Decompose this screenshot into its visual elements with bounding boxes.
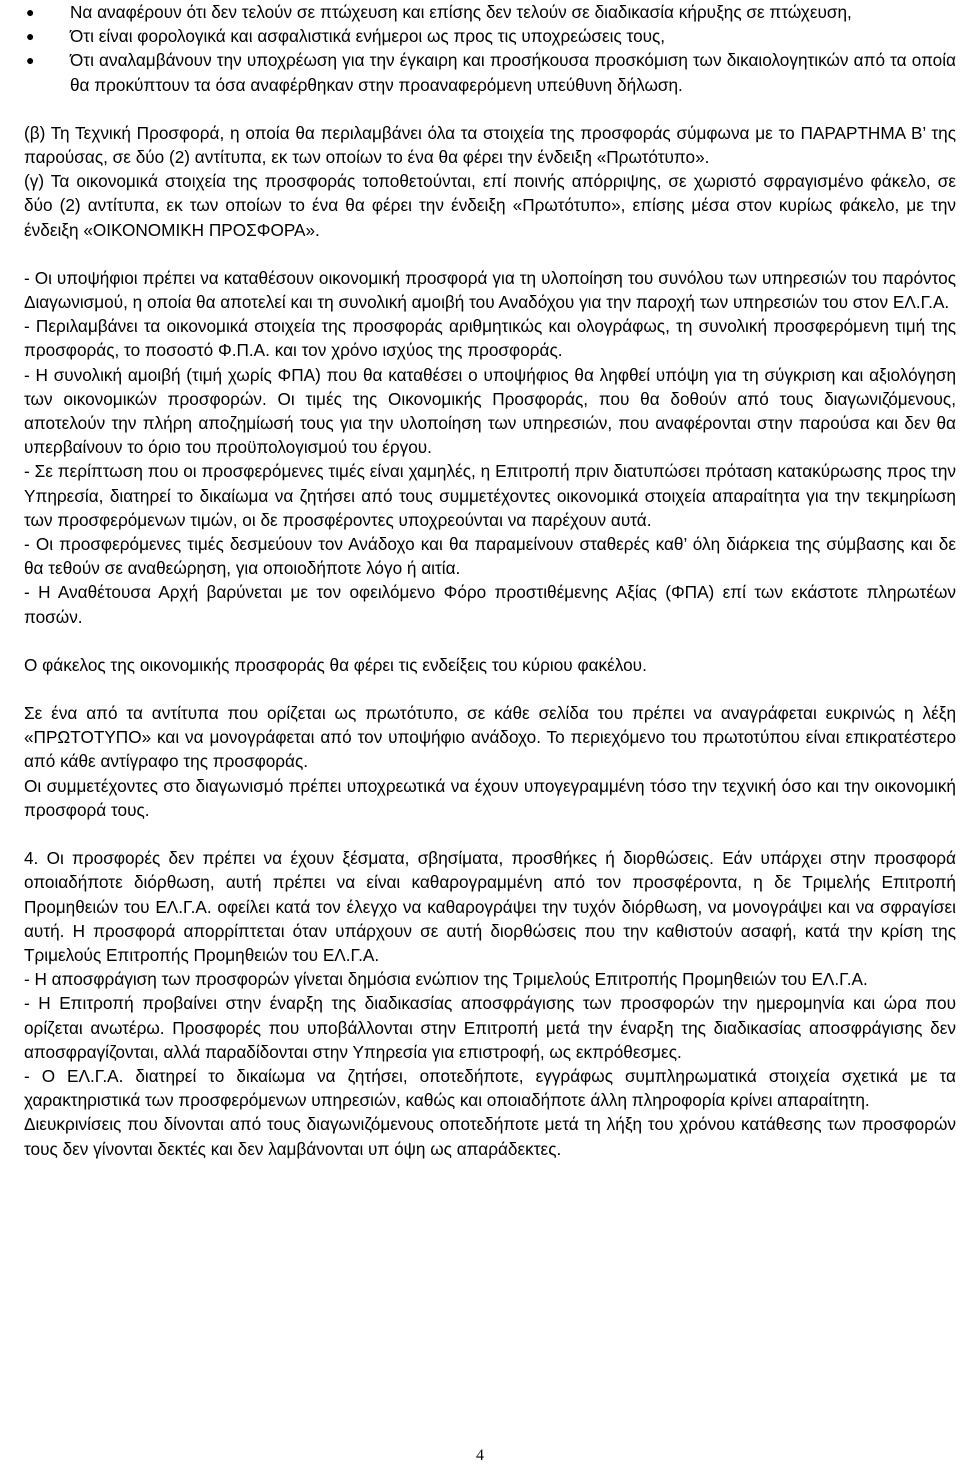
list-item [24,24,956,48]
list-item [24,48,956,96]
paragraph-financial-envelope: (γ) Τα οικονομικά στοιχεία της προσφοράς τοποθετούνται, επί ποινής απόρριψης, σε χωριστό σφραγισμένο φάκελο, σε δύο (2) αντίτυπα, εκ των οποίων το ένα θα φέρει την ένδειξη «Πρωτότυπο», επίσης μέσα στον κυρίως φάκελο, με την ένδειξη «ΟΙΚΟΝΟΜΙΚΗ ΠΡΟΣΦΟΡΑ». [24,171,956,240]
bullet-icon: ● [26,52,35,69]
page-number: 4 [476,1447,484,1464]
bullet-text: Ότι είναι φορολογικά και ασφαλιστικά ενήμεροι ως προς τις υποχρεώσεις τους, [70,26,666,47]
dash-item: - Η Επιτροπή προβαίνει στην έναρξη της διαδικασίας αποσφράγισης των προσφορών την ημερομηνία και ώρα που ορίζεται ανωτέρω. Προσφορές που υποβάλλονται στην Επιτροπή μετά την έναρξη της διαδικασίας αποσφράγισης δεν αποσφραγίζονται, αλλά παραδίδονται στην Υπηρεσία για επιστροφή, ως εκπρόθεσμες. [24,993,956,1062]
dash-item: - Σε περίπτωση που οι προσφερόμενες τιμές είναι χαμηλές, η Επιτροπή πριν διατυπώσει πρόταση κατακύρωσης προς την Υπηρεσία, διατηρεί το δικαίωμα να ζητήσει από τους συμμετέχοντες οικονομικά στοιχεία απαραίτητα για την τεκμηρίωση των προσφερόμενων τιμών, οι δε προσφέροντες υποχρεούνται να παρέχουν αυτά. [24,461,956,530]
bullet-icon: ● [26,4,35,20]
dash-item: - Ο ΕΛ.Γ.Α. διατηρεί το δικαίωμα να ζητήσει, οποτεδήποτε, εγγράφως συμπληρωματικά στοιχεία σχετικά με τα χαρακτηριστικά των προσφερόμενων υπηρεσιών, καθώς και οποιαδήποτε άλλη πληροφορία κρίνει απαραίτητη. [24,1065,956,1111]
paragraph-envelope-markings: Ο φάκελος της οικονομικής προσφοράς θα φέρει τις ενδείξεις του κύριου φακέλου. [24,654,647,675]
dash-item: - Η συνολική αμοιβή (τιμή χωρίς ΦΠΑ) που θα καταθέσει ο υποψήφιος θα ληφθεί υπόψη για τη σύγκριση και αξιολόγηση των οικονομικών προσφορών. Οι τιμές της Οικονομικής Προσφοράς, που θα δοθούν από τους διαγωνιζόμενους, αποτελούν την πλήρη αποζημίωσή τους για την υλοποίηση των υπηρεσιών, που αναφέρονται στην παρούσα και δεν θα υπερβαίνουν το όριο του προϋπολογισμού του έργου. [24,364,956,458]
paragraph-original-copy: Σε ένα από τα αντίτυπα που ορίζεται ως πρωτότυπο, σε κάθε σελίδα του πρέπει να αναγράφεται ευκρινώς η λέξη «ΠΡΩΤΟΤΥΠΟ» και να μονογράφεται από τον υποψήφιο ανάδοχο. Το περιεχόμενο του πρωτοτύπου είναι επικρατέστερο από κάθε αντίγραφο της προσφοράς. [24,703,956,772]
paragraph-clarifications: Διευκρινίσεις που δίνονται από τους διαγωνιζόμενους οποτεδήποτε μετά τη λήξη του χρόνου κατάθεσης των προσφορών τους δεν γίνονται δεκτές και δεν λαμβάνονται υπ όψη ως απαράδεκτες. [24,1114,956,1159]
bullet-text: Ότι αναλαμβάνουν την υποχρέωση για την έγκαιρη και προσήκουσα προσκόμιση των δικαιολογητικών από τα οποία θα προκύπτουν τα όσα αναφέρθηκαν στην προαναφερόμενη υπεύθυνη δήλωση. [70,50,956,95]
paragraph-signed-offers: Οι συμμετέχοντες στο διαγωνισμό πρέπει υποχρεωτικά να έχουν υπογεγραμμένη τόσο την τεχνική όσο και την οικονομική προσφορά τους. [24,775,956,820]
dash-item: - Η Αναθέτουσα Αρχή βαρύνεται με τον οφειλόμενο Φόρο προστιθέμενης Αξίας (ΦΠΑ) επί των εκάστοτε πληρωτέων ποσών. [24,582,956,627]
bullet-list [24,0,956,97]
dash-item: - Περιλαμβάνει τα οικονομικά στοιχεία της προσφοράς αριθμητικώς και ολογράφως, τη συνολική προσφερόμενη τιμή της προσφοράς, το ποσοστό Φ.Π.Α. και τον χρόνο ισχύος της προσφοράς. [24,316,956,361]
list-item [24,0,956,24]
paragraph-section-4: 4. Οι προσφορές δεν πρέπει να έχουν ξέσματα, σβησίματα, προσθήκες ή διορθώσεις. Εάν υπάρχει στην προσφορά οποιαδήποτε διόρθωση, αυτή πρέπει να είναι καθαρογραμμένη από τον προσφέροντα, η δε Τριμελής Επιτροπή Προμηθειών του ΕΛ.Γ.Α. οφείλει κατά τον έλεγχο να καθαρογράψει την τυχόν διόρθωση, να μονογράψει και να σφραγίσει αυτή. Η προσφορά απορρίπτεται όταν υπάρχουν σε αυτή διορθώσεις που την καθιστούν ασαφή, κατά την κρίση της Τριμελούς Επιτροπής Προμηθειών του ΕΛ.Γ.Α. [24,848,956,965]
dash-item: - Η αποσφράγιση των προσφορών γίνεται δημόσια ενώπιον της Τριμελούς Επιτροπής Προμηθειών του ΕΛ.Γ.Α. [24,969,868,990]
page-body [24,0,956,1161]
dash-item: - Οι προσφερόμενες τιμές δεσμεύουν τον Ανάδοχο και θα παραμείνουν σταθερές καθ’ όλη διάρκεια της σύμβασης και δε θα τεθούν σε αναθεώρηση, για οποιοδήποτε λόγο ή αιτία. [24,534,956,579]
bullet-text: Να αναφέρουν ότι δεν τελούν σε πτώχευση και επίσης δεν τελούν σε διαδικασία κήρυξης σε πτώχευση, [70,2,852,22]
dash-item: - Οι υποψήφιοι πρέπει να καταθέσουν οικονομική προσφορά για τη υλοποίηση του συνόλου των υπηρεσιών του παρόντος Διαγωνισμού, η οποία θα αποτελεί και τη συνολική αμοιβή του Αναδόχου για την παροχή των υπηρεσιών του στον ΕΛ.Γ.Α. [24,267,956,313]
bullet-icon: ● [26,28,35,45]
paragraph-technical-offer: (β) Τη Τεχνική Προσφορά, η οποία θα περιλαμβάνει όλα τα στοιχεία της προσφοράς σύμφωνα με το ΠΑΡΑΡΤΗΜΑ Β’ της παρούσας, σε δύο (2) αντίτυπα, εκ των οποίων το ένα θα φέρει την ένδειξη «Πρωτότυπο». [24,122,956,168]
